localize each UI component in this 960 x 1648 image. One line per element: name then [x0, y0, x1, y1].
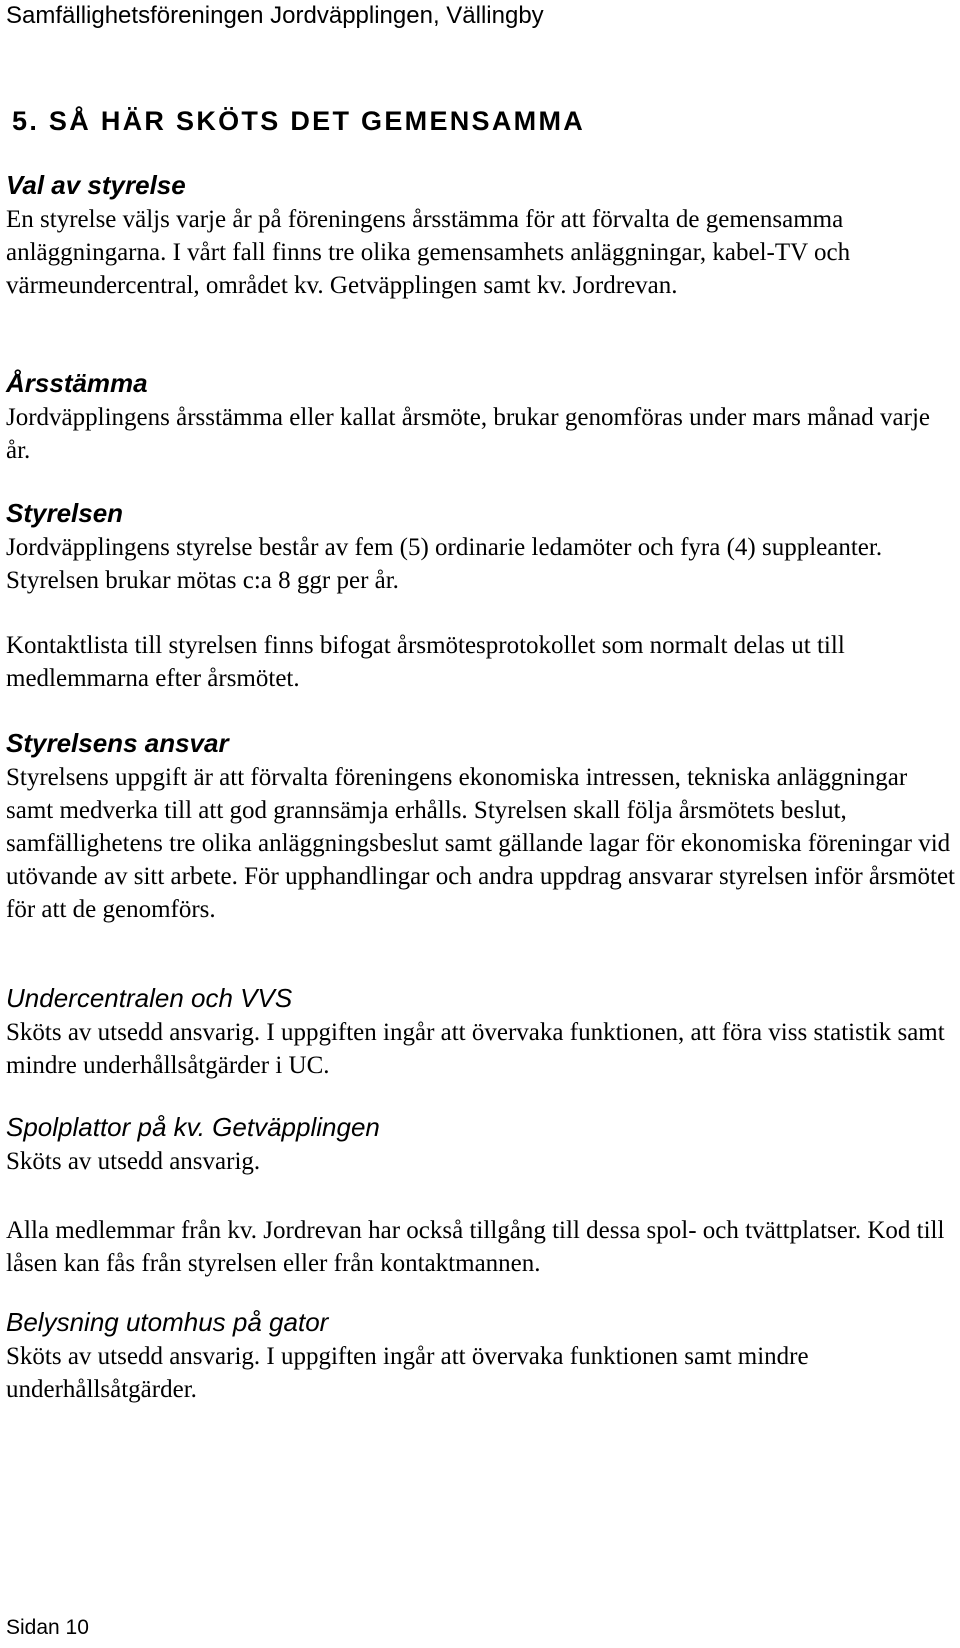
- chapter-title: 5. SÅ HÄR SKÖTS DET GEMENSAMMA: [12, 106, 586, 136]
- paragraph-arsstamma: Jordväpplingens årsstämma eller kallat årsmöte, brukar genomföras under mars månad varje år.: [6, 404, 930, 464]
- heading-styrelsen: Styrelsen: [6, 498, 124, 528]
- heading-belysning: Belysning utomhus på gator: [6, 1307, 329, 1337]
- paragraph-undercentralen: Sköts av utsedd ansvarig. I uppgiften ingår att övervaka funktionen, att föra viss statistik samt mindre underhållsåtgärder i UC.: [6, 1019, 945, 1079]
- paragraph-belysning: Sköts av utsedd ansvarig. I uppgiften ingår att övervaka funktionen samt mindre underhållsåtgärder.: [6, 1343, 809, 1403]
- page-number: Sidan 10: [6, 1616, 89, 1639]
- heading-spolplattor: Spolplattor på kv. Getväpplingen: [6, 1112, 380, 1142]
- paragraph-spolplattor: Sköts av utsedd ansvarig.: [6, 1148, 261, 1175]
- page-header: Samfällighetsföreningen Jordväpplingen, Vällingby: [6, 2, 544, 29]
- heading-val-av-styrelse: Val av styrelse: [6, 170, 186, 200]
- paragraph-val-av-styrelse: En styrelse väljs varje år på föreningens årsstämma för att förvalta de gemensamma anläggningarna. I vårt fall finns tre olika gemensamhets anläggningar, kabel-TV och värmeundercentral, området kv. Getväpplingen samt kv. Jordrevan.: [6, 206, 851, 299]
- heading-undercentralen: Undercentralen och VVS: [6, 983, 293, 1013]
- paragraph-styrelsen: Jordväpplingens styrelse består av fem (5) ordinarie ledamöter och fyra (4) suppleanter. Styrelsen brukar mötas c:a 8 ggr per år.: [6, 534, 883, 594]
- heading-arsstamma: Årsstämma: [6, 368, 148, 398]
- paragraph-kontaktlista: Kontaktlista till styrelsen finns bifogat årsmötesprotokollet som normalt delas ut till medlemmarna efter årsmötet.: [6, 632, 845, 692]
- paragraph-spolplattor-tillgang: Alla medlemmar från kv. Jordrevan har också tillgång till dessa spol- och tvättplatser. Kod till låsen kan fås från styrelsen eller från kontaktmannen.: [6, 1217, 945, 1277]
- paragraph-styrelsens-ansvar: Styrelsens uppgift är att förvalta föreningens ekonomiska intressen, tekniska anläggningar samt medverka till att god grannsämja erhålls. Styrelsen skall följa årsmötets beslut, samfällighetens tre olika anläggningsbeslut samt gällande lagar för ekonomiska föreningar vid utövande av sitt arbete. För upphandlingar och andra uppdrag ansvarar styrelsen inför årsmötet för att de genomförs.: [6, 764, 955, 923]
- heading-styrelsens-ansvar: Styrelsens ansvar: [6, 728, 229, 758]
